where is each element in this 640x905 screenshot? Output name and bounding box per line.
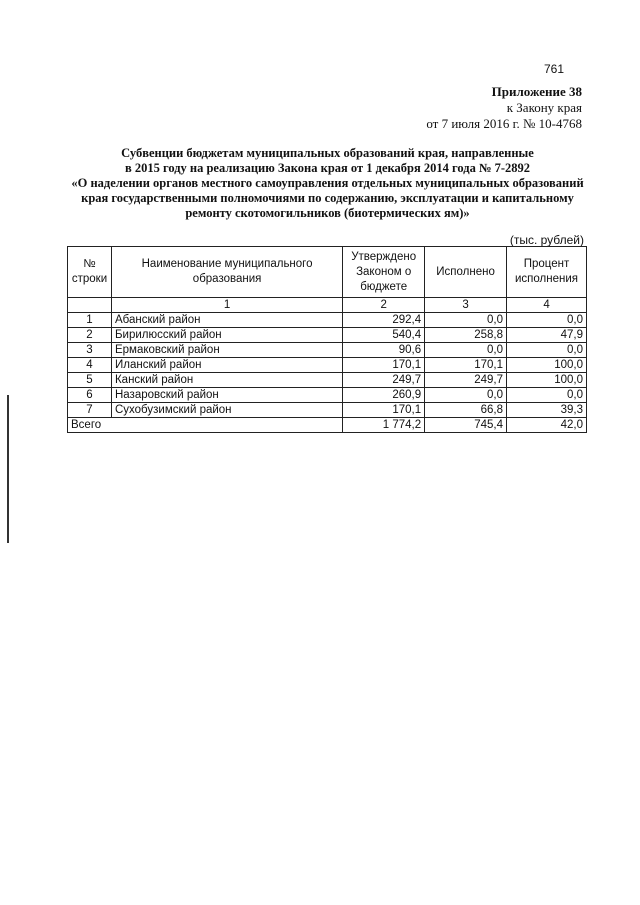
table-row bbox=[68, 388, 587, 403]
header-num: № строки bbox=[68, 247, 112, 298]
total-percent: 42,0 bbox=[507, 418, 587, 433]
table-row bbox=[68, 373, 587, 388]
table-row bbox=[68, 343, 587, 358]
header-percent: Процент исполнения bbox=[507, 247, 587, 298]
column-number: 4 bbox=[507, 298, 587, 313]
row-approved: 170,1 bbox=[343, 403, 425, 418]
row-name: Канский район bbox=[111, 373, 342, 388]
row-number: 7 bbox=[68, 403, 112, 418]
row-number: 2 bbox=[68, 328, 112, 343]
appendix-block bbox=[426, 84, 582, 132]
margin-line bbox=[7, 395, 9, 543]
row-executed: 0,0 bbox=[425, 388, 507, 403]
heading-line4: края государственными полномочиями по содержанию, эксплуатации и капитальному bbox=[81, 191, 574, 205]
table-row bbox=[68, 403, 587, 418]
row-percent: 100,0 bbox=[507, 373, 587, 388]
header-executed: Исполнено bbox=[425, 247, 507, 298]
row-executed: 249,7 bbox=[425, 373, 507, 388]
row-name: Ермаковский район bbox=[111, 343, 342, 358]
row-approved: 249,7 bbox=[343, 373, 425, 388]
row-approved: 90,6 bbox=[343, 343, 425, 358]
row-percent: 39,3 bbox=[507, 403, 587, 418]
row-number: 3 bbox=[68, 343, 112, 358]
row-approved: 292,4 bbox=[343, 313, 425, 328]
row-name: Абанский район bbox=[111, 313, 342, 328]
appendix-line2: от 7 июля 2016 г. № 10-4768 bbox=[426, 116, 582, 131]
row-name: Сухобузимский район bbox=[111, 403, 342, 418]
row-percent: 0,0 bbox=[507, 313, 587, 328]
subventions-table bbox=[67, 246, 587, 433]
total-row bbox=[68, 418, 587, 433]
row-number: 6 bbox=[68, 388, 112, 403]
row-executed: 66,8 bbox=[425, 403, 507, 418]
row-approved: 540,4 bbox=[343, 328, 425, 343]
column-number-empty bbox=[68, 298, 112, 313]
row-approved: 260,9 bbox=[343, 388, 425, 403]
document-heading bbox=[60, 146, 595, 221]
row-executed: 170,1 bbox=[425, 358, 507, 373]
row-number: 4 bbox=[68, 358, 112, 373]
total-approved: 1 774,2 bbox=[343, 418, 425, 433]
header-name: Наименование муниципального образования bbox=[111, 247, 342, 298]
appendix-line1: к Закону края bbox=[506, 100, 582, 115]
column-number: 1 bbox=[111, 298, 342, 313]
column-number: 2 bbox=[343, 298, 425, 313]
heading-line3: «О наделении органов местного самоуправления отдельных муниципальных образований bbox=[71, 176, 584, 190]
row-name: Иланский район bbox=[111, 358, 342, 373]
row-percent: 100,0 bbox=[507, 358, 587, 373]
table-row bbox=[68, 358, 587, 373]
row-name: Бирилюсский район bbox=[111, 328, 342, 343]
total-executed: 745,4 bbox=[425, 418, 507, 433]
table-header-row bbox=[68, 247, 587, 298]
table-row bbox=[68, 328, 587, 343]
row-name: Назаровский район bbox=[111, 388, 342, 403]
heading-line5: ремонту скотомогильников (биотермических ям)» bbox=[185, 206, 470, 220]
row-number: 1 bbox=[68, 313, 112, 328]
page-number: 761 bbox=[544, 62, 565, 76]
row-executed: 258,8 bbox=[425, 328, 507, 343]
row-percent: 0,0 bbox=[507, 388, 587, 403]
row-percent: 0,0 bbox=[507, 343, 587, 358]
header-approved: Утверждено Законом о бюджете bbox=[343, 247, 425, 298]
appendix-title: Приложение 38 bbox=[491, 84, 582, 99]
row-executed: 0,0 bbox=[425, 313, 507, 328]
row-number: 5 bbox=[68, 373, 112, 388]
row-approved: 170,1 bbox=[343, 358, 425, 373]
row-percent: 47,9 bbox=[507, 328, 587, 343]
table-row bbox=[68, 313, 587, 328]
heading-line1: Субвенции бюджетам муниципальных образований края, направленные bbox=[121, 146, 534, 160]
column-number-row bbox=[68, 298, 587, 313]
total-label: Всего bbox=[68, 418, 343, 433]
row-executed: 0,0 bbox=[425, 343, 507, 358]
column-number: 3 bbox=[425, 298, 507, 313]
units-label: (тыс. рублей) bbox=[509, 233, 584, 247]
heading-line2: в 2015 году на реализацию Закона края от 1 декабря 2014 года № 7-2892 bbox=[124, 161, 531, 175]
